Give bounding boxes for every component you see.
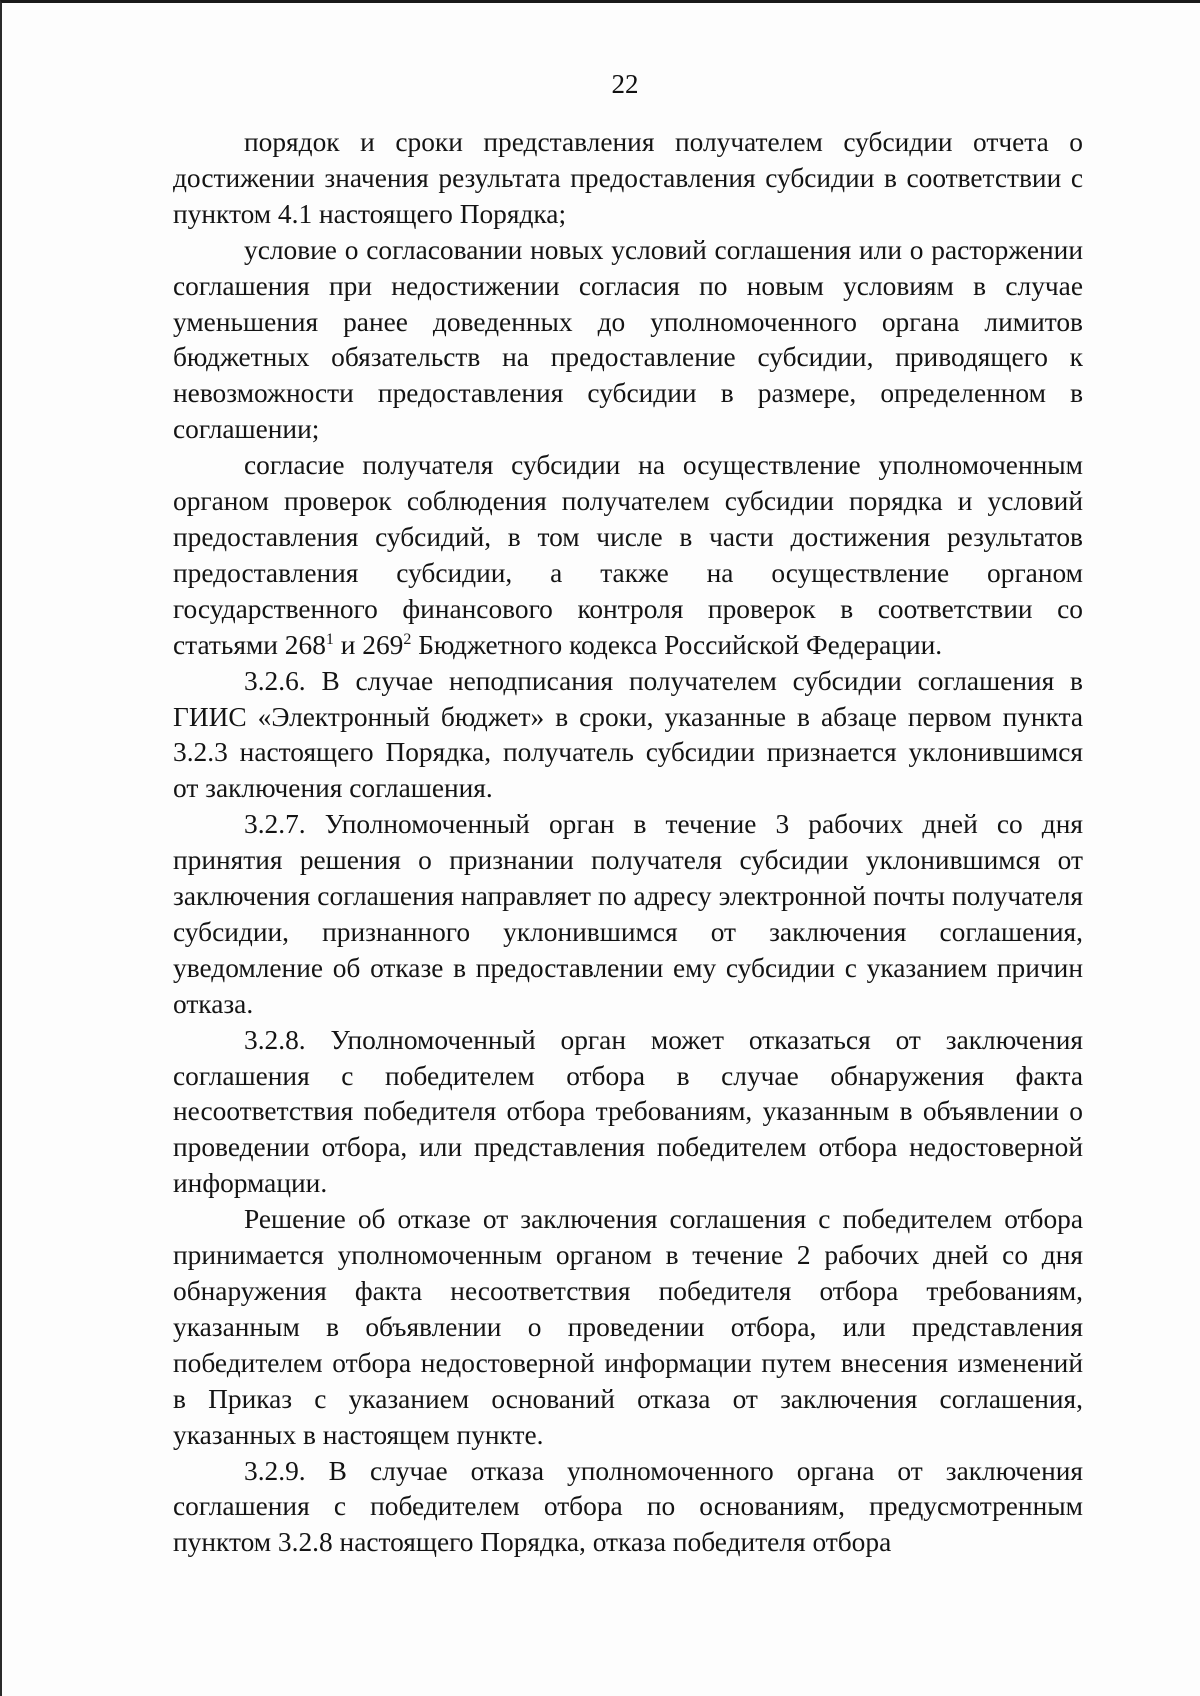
- paragraph-refusal-decision: Решение об отказе от заключения соглашения с победителем отбора принимается уполномоченным органом в течение 2 рабочих дней со дня обнаружения факта несоответствия победителя отбора требованиям, указанным в объявлении о проведении отбора, или представления победителем отбора недостоверной информации путем внесения изменений в Приказ с указанием оснований отказа от заключения соглашения, указанных в настоящем пункте.: [173, 1204, 1083, 1450]
- paragraph-agreement-termination: условие о согласовании новых условий соглашения или о расторжении соглашения при недостижении согласия по новым условиям в случае уменьшения ранее доведенных до уполномоченного органа лимитов бюджетных обязательств на предоставление субсидии, приводящего к невозможности предоставления субсидии в размере, определенном в соглашении;: [173, 234, 1083, 445]
- paragraph-consent-inspections: [173, 448, 1083, 663]
- paragraph-3-2-7: 3.2.7. Уполномоченный орган в течение 3 рабочих дней со дня принятия решения о признании получателя субсидии уклонившимся от заключения соглашения направляет по адресу электронной почты получателя субсидии, признанного уклонившимся от заключения соглашения, уведомление об отказе в предоставлении ему субсидии с указанием причин отказа.: [173, 809, 1083, 1019]
- paragraph-3-2-6: 3.2.6. В случае неподписания получателем субсидии соглашения в ГИИС «Электронный бюджет» в сроки, указанные в абзаце первом пункта 3.2.3 настоящего Порядка, получатель субсидии признается уклонившимся от заключения соглашения.: [173, 665, 1083, 804]
- document-body: [173, 125, 1083, 1561]
- paragraph-3-2-9: 3.2.9. В случае отказа уполномоченного органа от заключения соглашения с победителем отбора по основаниям, предусмотренным пунктом 3.2.8 настоящего Порядка, отказа победителя отбора: [173, 1455, 1083, 1558]
- paragraph-consent-text-1: согласие получателя субсидии на осуществление уполномоченным органом проверок соблюдения получателем субсидии порядка и условий предоставления субсидий, в том числе в части достижения результатов предоставления субсидии, а также на осуществление органом государственного финансового контроля проверок в соответствии со статьями 268: [173, 450, 1083, 660]
- paragraph-3-2-8: 3.2.8. Уполномоченный орган может отказаться от заключения соглашения с победителем отбора в случае обнаружения факта несоответствия победителя отбора требованиям, указанным в объявлении о проведении отбора, или представления победителем отбора недостоверной информации.: [173, 1024, 1083, 1199]
- superscript-2: 2: [403, 630, 412, 648]
- page-number: 22: [611, 69, 639, 99]
- superscript-1: 1: [325, 630, 334, 648]
- paragraph-report-terms: порядок и сроки представления получателем субсидии отчета о достижении значения результата предоставления субсидии в соответствии с пунктом 4.1 настоящего Порядка;: [173, 127, 1083, 229]
- paragraph-consent-text-3: Бюджетного кодекса Российской Федерации.: [411, 629, 943, 660]
- paragraph-consent-text-2: и 269: [333, 629, 404, 660]
